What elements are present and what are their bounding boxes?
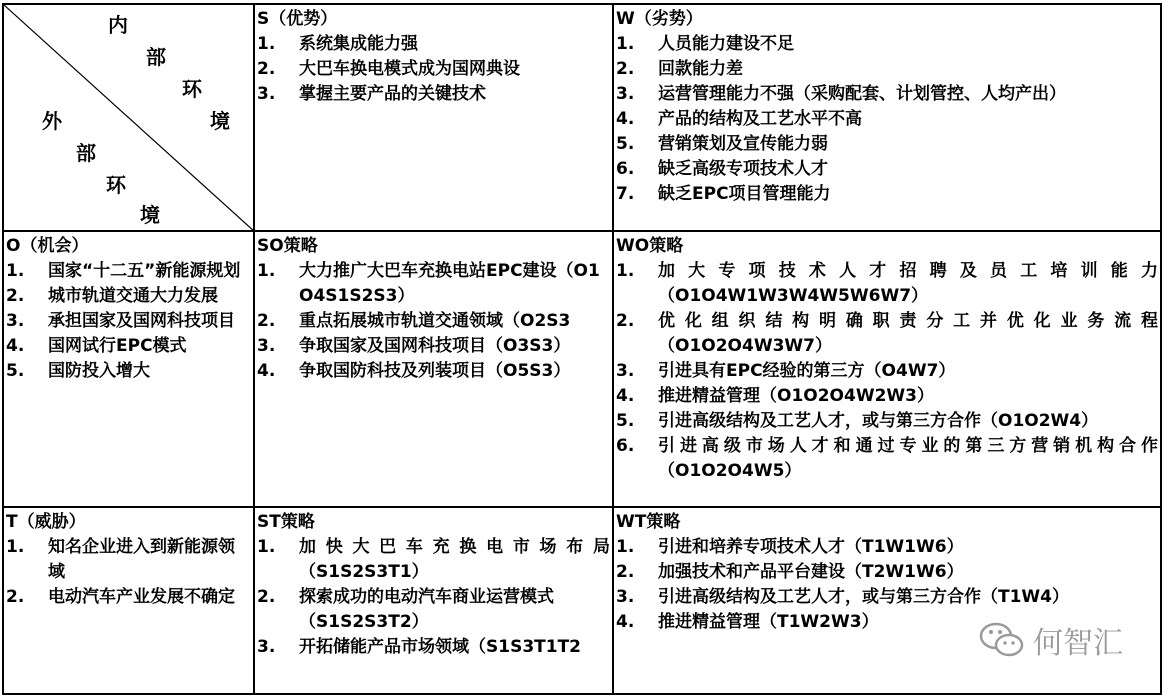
list-item: 1. 系统集成能力强 — [257, 34, 418, 54]
wo-strategy-cell — [613, 231, 1161, 507]
watermark — [979, 618, 1123, 662]
list-item: 3. 承担国家及国网科技项目 — [6, 311, 235, 331]
list-item: 2. 城市轨道交通大力发展 — [6, 286, 218, 306]
list-item: 1. 大力推广大巴车充换电站EPC建设（O1O4S1S2S3） — [257, 261, 600, 306]
list-item: 7. 缺乏EPC项目管理能力 — [616, 184, 831, 204]
corner-cell — [3, 4, 254, 231]
corner-inner-1: 内 — [108, 13, 128, 37]
list-item: 1. 国家“十二五”新能源规划 — [6, 261, 241, 281]
list-item: 2. 大巴车换电模式成为国网典设 — [257, 59, 520, 79]
threats-title: T（威胁） — [6, 512, 86, 532]
list-item: 3. 争取国家及国网科技项目（O3S3） — [257, 336, 571, 356]
list-item: 1. 知名企业进入到新能源领域 — [6, 537, 235, 582]
list-item: 3. 运营管理能力不强（采购配套、计划管控、人均产出） — [616, 84, 1066, 104]
list-item: 5. 国防投入增大 — [6, 361, 150, 381]
list-item: 2. 优化组织结构明确职责分工并优化业务流程 （O1O2O4W3W7） — [616, 311, 1158, 356]
corner-outer-2: 部 — [76, 141, 96, 165]
list-item: 6. 引进高级市场人才和通过专业的第三方营销机构合作 （O1O2O4W5） — [616, 436, 1158, 481]
list-item: 3. 掌握主要产品的关键技术 — [257, 84, 486, 104]
list-item: 3. 开拓储能产品市场领域（S1S3T1T2 — [257, 637, 581, 657]
list-item: 5. 营销策划及宣传能力弱 — [616, 134, 828, 154]
list-item: 2. 回款能力差 — [616, 59, 743, 79]
list-item: 6. 缺乏高级专项技术人才 — [616, 159, 828, 179]
corner-inner-3: 环 — [182, 77, 202, 101]
watermark-text: 何智汇 — [1033, 626, 1123, 661]
list-item: 3. 引进高级结构及工艺人才，或与第三方合作（T1W4） — [616, 587, 1070, 607]
weaknesses-title: W（劣势） — [616, 9, 703, 29]
list-item: 2. 加强技术和产品平台建设（T2W1W6） — [616, 562, 964, 582]
list-item: 4. 争取国防科技及列装项目（O5S3） — [257, 361, 571, 381]
list-item: 4. 产品的结构及工艺水平不高 — [616, 109, 862, 129]
wo-strategy-title: WO策略 — [616, 236, 684, 256]
list-item: 3. 引进具有EPC经验的第三方（O4W7） — [616, 361, 956, 381]
opportunities-title: O（机会） — [6, 236, 89, 256]
opportunities-cell — [3, 231, 254, 507]
wechat-icon — [979, 620, 1025, 660]
list-item: 1. 引进和培养专项技术人才（T1W1W6） — [616, 537, 964, 557]
corner-outer-3: 环 — [106, 173, 126, 197]
list-item: 5. 引进高级结构及工艺人才，或与第三方合作（O1O2W4） — [616, 411, 1099, 431]
swot-table — [2, 3, 1162, 695]
list-item: 2. 探索成功的电动汽车商业运营模式 （S1S2S3T2） — [257, 587, 554, 632]
corner-inner-4: 境 — [210, 109, 230, 133]
wt-strategy-cell — [613, 507, 1161, 694]
strengths-title: S（优势） — [257, 9, 338, 29]
so-strategy-title: SO策略 — [257, 236, 318, 256]
corner-outer-4: 境 — [140, 203, 160, 227]
st-strategy-cell — [254, 507, 613, 694]
list-item: 1. 加大专项技术人才招聘及员工培训能力 （O1O4W1W3W4W5W6W7） — [616, 261, 1158, 306]
list-item: 2. 电动汽车产业发展不确定 — [6, 587, 235, 607]
so-strategy-cell — [254, 231, 613, 507]
list-item: 2. 重点拓展城市轨道交通领域（O2S3 — [257, 311, 571, 331]
list-item: 4. 推进精益管理（O1O2O4W2W3） — [616, 386, 935, 406]
corner-outer-1: 外 — [42, 109, 62, 133]
wt-strategy-title: WT策略 — [616, 512, 681, 532]
threats-cell — [3, 507, 254, 694]
list-item: 4. 国网试行EPC模式 — [6, 336, 187, 356]
weaknesses-cell — [613, 4, 1161, 231]
strengths-cell — [254, 4, 613, 231]
list-item: 1. 人员能力建设不足 — [616, 34, 794, 54]
list-item: 1. 加快大巴车充换电市场布局 （S1S2S3T1） — [257, 537, 610, 582]
corner-inner-2: 部 — [146, 45, 166, 69]
list-item: 4. 推进精益管理（T1W2W3） — [616, 612, 879, 632]
st-strategy-title: ST策略 — [257, 512, 315, 532]
